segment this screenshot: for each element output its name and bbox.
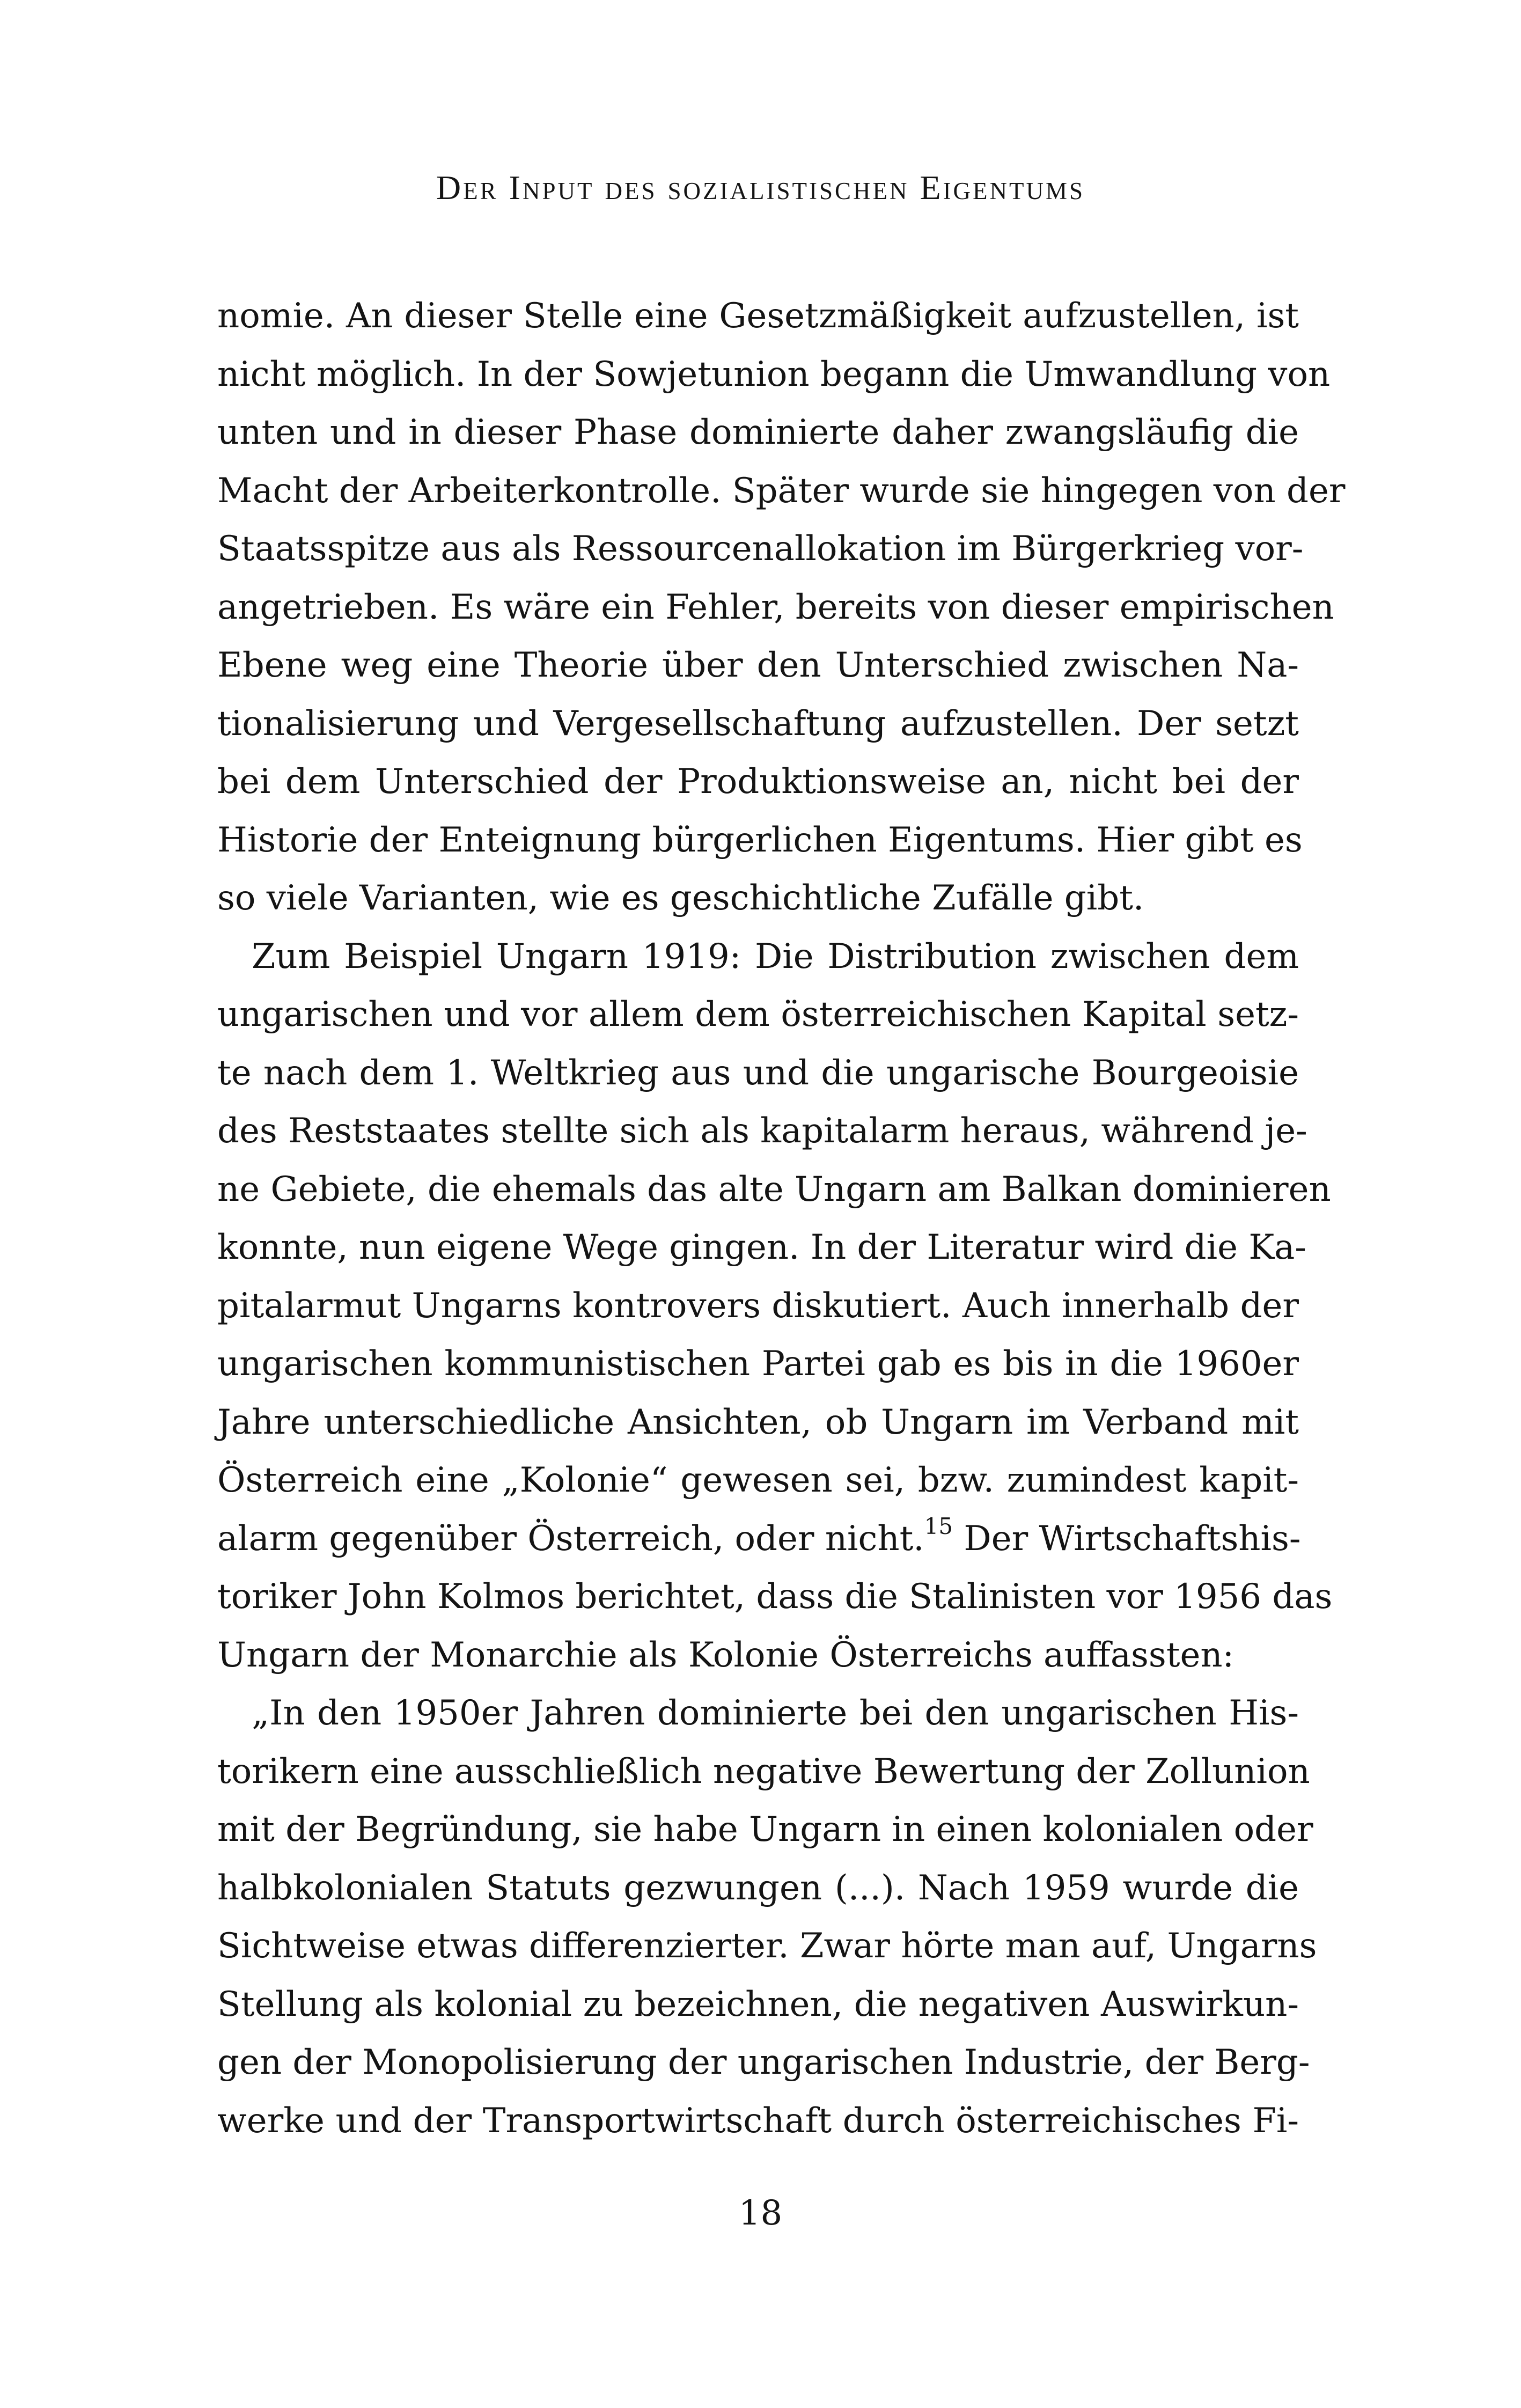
text-line: ne Gebiete, die ehemals das alte Ungarn am Balkan dominieren xyxy=(217,1169,1331,1209)
text-line: te nach dem 1. Weltkrieg aus und die ungarische Bourgeoisie xyxy=(217,1053,1299,1093)
text-line: unten und in dieser Phase dominierte daher zwangsläufig die xyxy=(217,413,1299,452)
page-number: 18 xyxy=(738,2193,783,2233)
text-line: toriker John Kolmos berichtet, dass die Stalinisten vor 1956 das xyxy=(217,1577,1333,1617)
text-line: Historie der Enteignung bürgerlichen Eigentums. Hier gibt es xyxy=(217,820,1303,860)
text-line: angetrieben. Es wäre ein Fehler, bereits von dieser empirischen xyxy=(217,587,1334,627)
text-line: nicht möglich. In der Sowjetunion begann die Umwandlung von xyxy=(217,354,1331,394)
text-line: gen der Monopolisierung der ungarischen Industrie, der Berg- xyxy=(217,2043,1310,2082)
text-line: Ungarn der Monarchie als Kolonie Österreichs auffassten: xyxy=(217,1635,1235,1675)
footnote-reference[interactable]: 15 xyxy=(924,1513,953,1539)
text-line: ungarischen und vor allem dem österreichischen Kapital setz- xyxy=(217,995,1299,1034)
running-head: Der Input des sozialistischen Eigentums xyxy=(436,168,1085,207)
text-line: nomie. An dieser Stelle eine Gesetzmäßigkeit aufzustellen, ist xyxy=(217,296,1299,336)
paragraph-3-quotation xyxy=(217,1684,1317,2150)
body-text xyxy=(217,287,1346,2150)
text-line: bei dem Unterschied der Produktionsweise an, nicht bei der xyxy=(217,762,1299,802)
text-line: Stellung als kolonial zu bezeichnen, die negativen Auswirkun- xyxy=(217,1984,1299,2024)
text-line-with-footnote xyxy=(217,1510,1299,1568)
text-line: werke und der Transportwirtschaft durch österreichisches Fi- xyxy=(217,2101,1299,2141)
text-line: Österreich eine „Kolonie“ gewesen sei, bzw. zumindest kapit- xyxy=(217,1460,1299,1500)
text-line: ungarischen kommunistischen Partei gab es bis in die 1960er xyxy=(217,1344,1299,1384)
text-line: tionalisierung und Vergesellschaftung aufzustellen. Der setzt xyxy=(217,703,1299,744)
text-line: konnte, nun eigene Wege gingen. In der Literatur wird die Ka- xyxy=(217,1228,1306,1267)
text-line: Staatsspitze aus als Ressourcenallokation im Bürgerkrieg vor- xyxy=(217,529,1304,569)
text-line: pitalarmut Ungarns kontrovers diskutiert. Auch innerhalb der xyxy=(217,1286,1299,1326)
text-line: Ebene weg eine Theorie über den Unterschied zwischen Na- xyxy=(217,645,1299,685)
text-line: halbkolonialen Statuts gezwungen (...). Nach 1959 wurde die xyxy=(217,1868,1299,1908)
text-line: Sichtweise etwas differenzierter. Zwar hörte man auf, Ungarns xyxy=(217,1926,1317,1966)
text-line: Jahre unterschiedliche Ansichten, ob Ungarn im Verband mit xyxy=(217,1402,1299,1442)
paragraph-1 xyxy=(217,287,1346,928)
text-line: torikern eine ausschließlich negative Bewertung der Zollunion xyxy=(217,1751,1310,1792)
text-line: Zum Beispiel Ungarn 1919: Die Distribution zwischen dem xyxy=(252,936,1299,977)
text-line: des Reststaates stellte sich als kapitalarm heraus, während je- xyxy=(217,1111,1307,1151)
paragraph-2 xyxy=(217,928,1333,1685)
text-line: mit der Begründung, sie habe Ungarn in einen kolonialen oder xyxy=(217,1810,1313,1849)
text-line: „In den 1950er Jahren dominierte bei den ungarischen His- xyxy=(252,1693,1299,1733)
text-line: Macht der Arbeiterkontrolle. Später wurde sie hingegen von der xyxy=(217,471,1346,511)
text-segment: Der Wirtschaftshis- xyxy=(953,1518,1301,1559)
text-line: so viele Varianten, wie es geschichtliche Zufälle gibt. xyxy=(217,878,1144,918)
text-segment: alarm gegenüber Österreich, oder nicht. xyxy=(217,1518,924,1559)
